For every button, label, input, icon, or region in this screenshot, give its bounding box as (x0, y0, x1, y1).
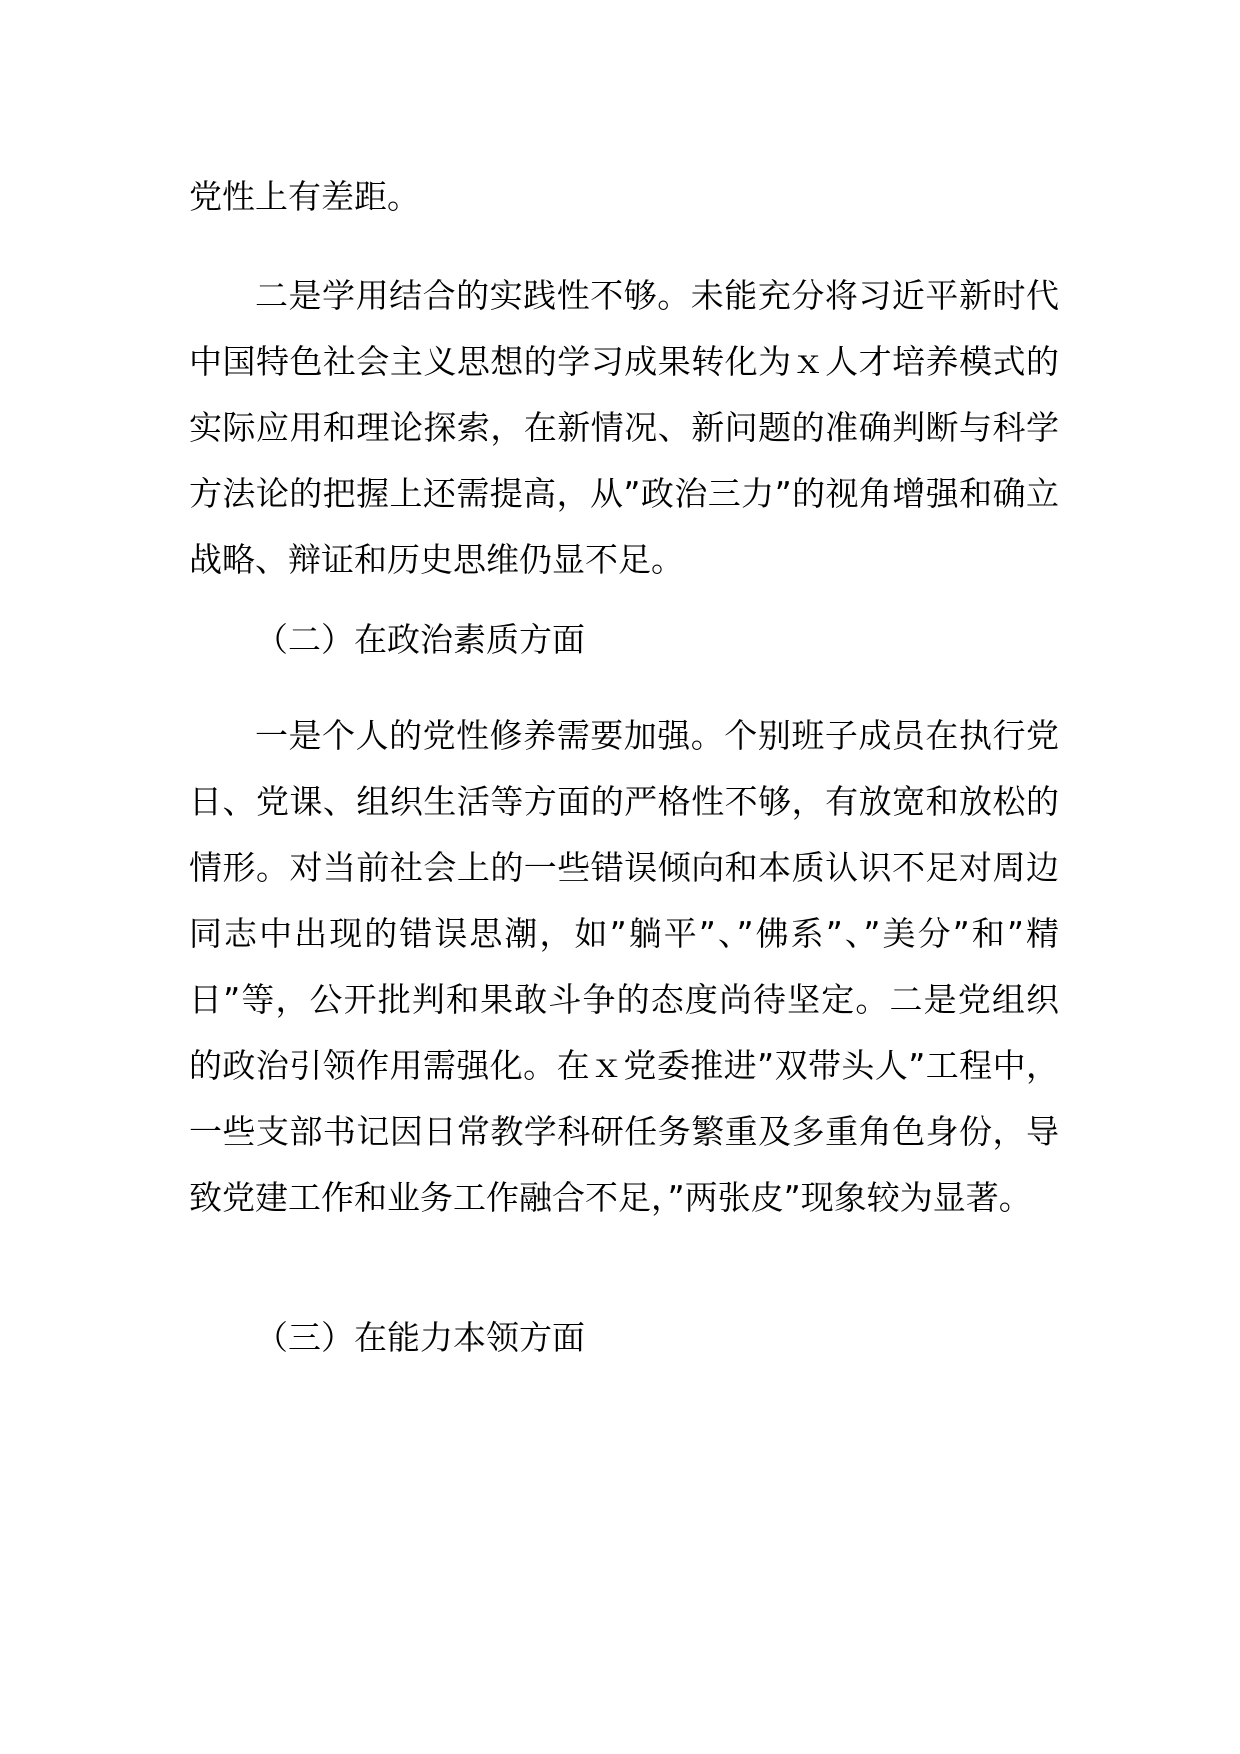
paragraph-continuation: 党性上有差距。 (189, 177, 420, 216)
paragraph-practice: 二是学用结合的实践性不够。未能充分将习近平新时代中国特色社会主义思想的学习成果转化为ｘ人才培养模式的实际应用和理论探索，在新情况、新问题的准确判断与科学方法论的把握上还需提高，从”政治三力”的视角增强和确立战略、辩证和历史思维仍显不足。 (189, 276, 1059, 579)
section-heading-ability: （三）在能力本领方面 (255, 1318, 585, 1357)
paragraph-party-spirit: 一是个人的党性修养需要加强。个别班子成员在执行党日、党课、组织生活等方面的严格性不够，有放宽和放松的情形。对当前社会上的一些错误倾向和本质认识不足对周边同志中出现的错误思潮，如”躺平”、”佛系”、”美分”和”精日”等，公开批判和果敢斗争的态度尚待坚定。二是党组织的政治引领作用需强化。在ｘ党委推进”双带头人”工程中，一些支部书记因日常教学科研任务繁重及多重角色身份，导致党建工作和业务工作融合不足，”两张皮”现象较为显著。 (189, 716, 1059, 1217)
section-heading-political-quality: （二）在政治素质方面 (255, 620, 585, 659)
